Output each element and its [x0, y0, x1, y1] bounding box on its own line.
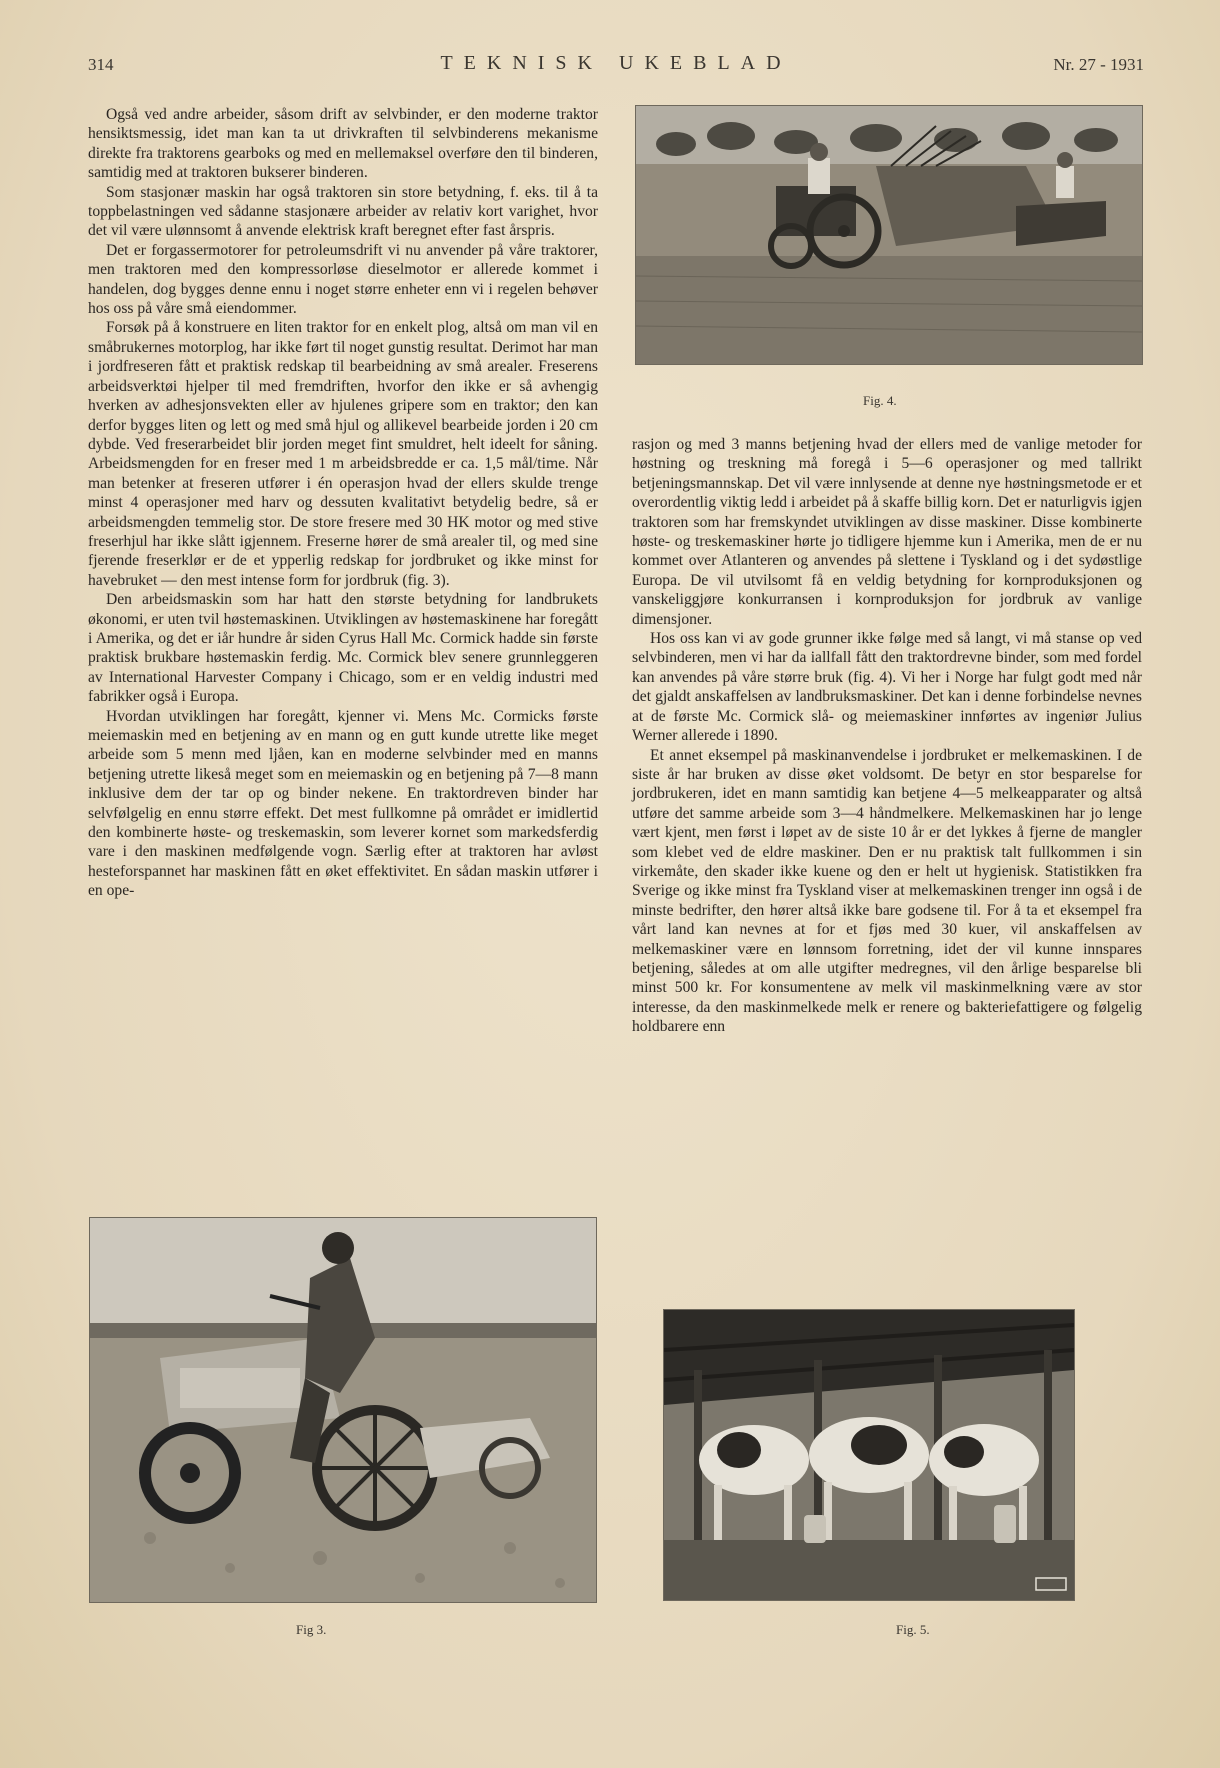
journal-title: TEKNISK UKEBLAD	[440, 52, 792, 74]
paragraph: Den arbeidsmaskin som har hatt den største betydning for landbrukets økonomi, er uten tvil høstemaskinen. Utviklingen av høstemaskinene har foregått i Amerika, og det er iår hundre år siden Cyrus Hall Mc. Cormick hadde sin første praktisk brukbare høstemaskin ferdig. Mc. Cormick blev senere grunnleggeren av International Harvester Company i Chicago, som er en veldig industri med fabrikker også i Europa.	[88, 591, 598, 706]
paragraph: Hos oss kan vi av gode grunner ikke følge med så langt, vi må stanse op ved selvbinderen, men vi har da iallfall fått den traktordrevne binder, som med fordel kan anvendes på våre større bruk (fig. 4). Vi her i Norge har fulgt godt med når det gjaldt anskaffelsen av landbruksmaskiner. Det kan i denne forbindelse nevnes at de første Mc. Cormick slå- og meiemaskiner innførtes av ingeniør Julius Werner allerede i 1890.	[632, 630, 1142, 745]
paragraph: rasjon og med 3 manns betjening hvad der ellers med de vanlige metoder for høstning og treskning må foregå i 5—6 operasjoner og med tallrikt betjeningsmannskap. Det vil være innlysende at denne nye høstningsmetode er et overordentlig viktig ledd i arbeidet på å skaffe billig korn. Det er naturligvis igjen traktoren som har fremskyndet utviklingen av disse maskiner. Disse kombinerte høste- og treskemaskiner hørte jo tidligere hjemme kun i Amerika, men de er nu kommet over Atlanteren og anvendes på slettene i Tyskland og i det sydøstlige Europa. De vil utvilsomt få en veldig betydning for kornproduksjonen og vanskeliggjøre konkurransen i kornproduksjon for jordbruk av vanlige dimensjoner.	[632, 436, 1142, 628]
paragraph: Et annet eksempel på maskinanvendelse i jordbruket er melkemaskinen. I de siste år har bruken av disse øket voldsomt. De betyr en stor besparelse for jordbrukeren, idet en mann samtidig kan betjene 4—5 melkeapparater og altså utføre det samme arbeide som 3—4 håndmelkere. Melkemaskinen har jo lenge vært kjent, men først i løpet av de siste 10 år er det lykkes å fjerne de mangler som klebet ved de eldre maskiner. Den er nu praktisk talt fullkommen i sin virkemåte, den skader ikke kuene og den er helt ut hygienisk. Statistikken fra Sverige og ikke minst fra Tyskland viser at melkemaskinen trenger inn også i de minste bedrifter, den hører altså ikke bare godsene til. For å ta et eksempel fra vårt land kan nevnes at for et fjøs med 30 kuer, vil anskaffelsen av melkemaskiner være en lønnsom forretning, idet der vil kunne innspares betjening, således at om alle utgifter medregnes, vil den årlige besparelse bli minst 500 kr. For konsumentene av melk vil maskinmelkning være av stor interesse, da den maskinmelkede melk er renere og bakteriefattigere og følgelig holdbarere enn	[632, 746, 1142, 1036]
fig3-photo	[90, 1218, 596, 1602]
issue-number: Nr. 27 - 1931	[1053, 55, 1144, 74]
milking-cows-illustration	[664, 1310, 1074, 1600]
left-column	[88, 105, 598, 901]
paragraph: Også ved andre arbeider, såsom drift av selvbinder, er den moderne traktor hensiktsmessig, idet man kan ta ut drivkraften til selvbinderens mekanisme direkte fra traktorens gearboks og med en mellemaksel overføre den til binderen, samtidig med at traktoren bukserer binderen.	[88, 106, 598, 182]
paragraph: Hvordan utviklingen har foregått, kjenner vi. Mens Mc. Cormicks første meiemaskin med en betjening av en mann og en gutt kunde utrette like meget arbeide som 5 menn med ljåen, kan en moderne selvbinder med en manns betjening utrette likeså meget som en meiemaskin og en betjening på 7—8 mann inklusive dem der tar op og binder nekene. En traktordreven binder har selvfølgelig en ennu større effekt. Det mest fullkomne på området er imidlertid den kombinerte høste- og treskemaskin, som leverer kornet som markedsferdig vare i den maskinen medfølgende vogn. Særlig efter at traktoren har avløst hesteforspannet har maskinen fått en øket effektivitet. En sådan maskin utfører i en ope-	[88, 707, 598, 900]
tiller-illustration	[90, 1218, 596, 1602]
paragraph: Forsøk på å konstruere en liten traktor for en enkelt plog, altså om man vil en småbrukernes motorplog, har ikke ført til noget gunstig resultat. Derimot har man i jordfreseren fått et praktisk redskap til bearbeidning av små arealer. Freserens arbeidsverktøi hjelper til med fremdriften, hvorfor den ikke er så avhengig hverken av adhesjonsvekten eller av hjulenes gripere som en traktor; den kan derfor bygges liten og lett og med små hjul og allikevel bearbeide jorden i 20 cm dybde. Ved freserarbeidet blir jorden meget fint smuldret, helt ideelt for såning. Arbeidsmengden for en freser med 1 m arbeidsbredde er ca. 1,5 mål/time. Når man betenker at freseren utfører i én operasjon hvad der ellers skulde trenge minst 4 operasjoner med harv og dessuten kvalitativt betydelig bedre, så er arbeidsmengden temmelig stor. De store fresere med 30 HK motor og med stive freserhjul har ikke slått igjennem. Freserne hører de små arealer til, og med sine fjerende freserklør er de et ypperlig redskap for jordbruket og ikke minst for havebruket — den mest intense form for jordbruk (fig. 3).	[88, 319, 598, 589]
fig5-photo	[664, 1310, 1074, 1600]
fig3-caption: Fig 3.	[296, 1622, 327, 1637]
tractor-binder-illustration	[636, 106, 1142, 364]
fig4-photo	[636, 106, 1142, 364]
page-number: 314	[88, 55, 114, 74]
paragraph: Som stasjonær maskin har også traktoren sin store betydning, f. eks. til å ta toppbelastningen ved sådanne stasjonære arbeider av relativ kort varighet, hvor det vil være ulønnsomt å anvende elektrisk kraft beregnet efter fast årspris.	[88, 183, 598, 240]
paragraph: Det er forgassermotorer for petroleumsdrift vi nu anvender på våre traktorer, men traktoren med den kompressorløse dieselmotor er allerede kommet i handelen, dog bygges denne ennu i noget større enheter enn vi i regelen behøver hos oss på våre små eiendommer.	[88, 241, 598, 318]
page-header	[88, 52, 1144, 80]
fig4-caption: Fig. 4.	[863, 393, 897, 408]
fig5-caption: Fig. 5.	[896, 1622, 930, 1637]
right-column	[632, 435, 1142, 1037]
